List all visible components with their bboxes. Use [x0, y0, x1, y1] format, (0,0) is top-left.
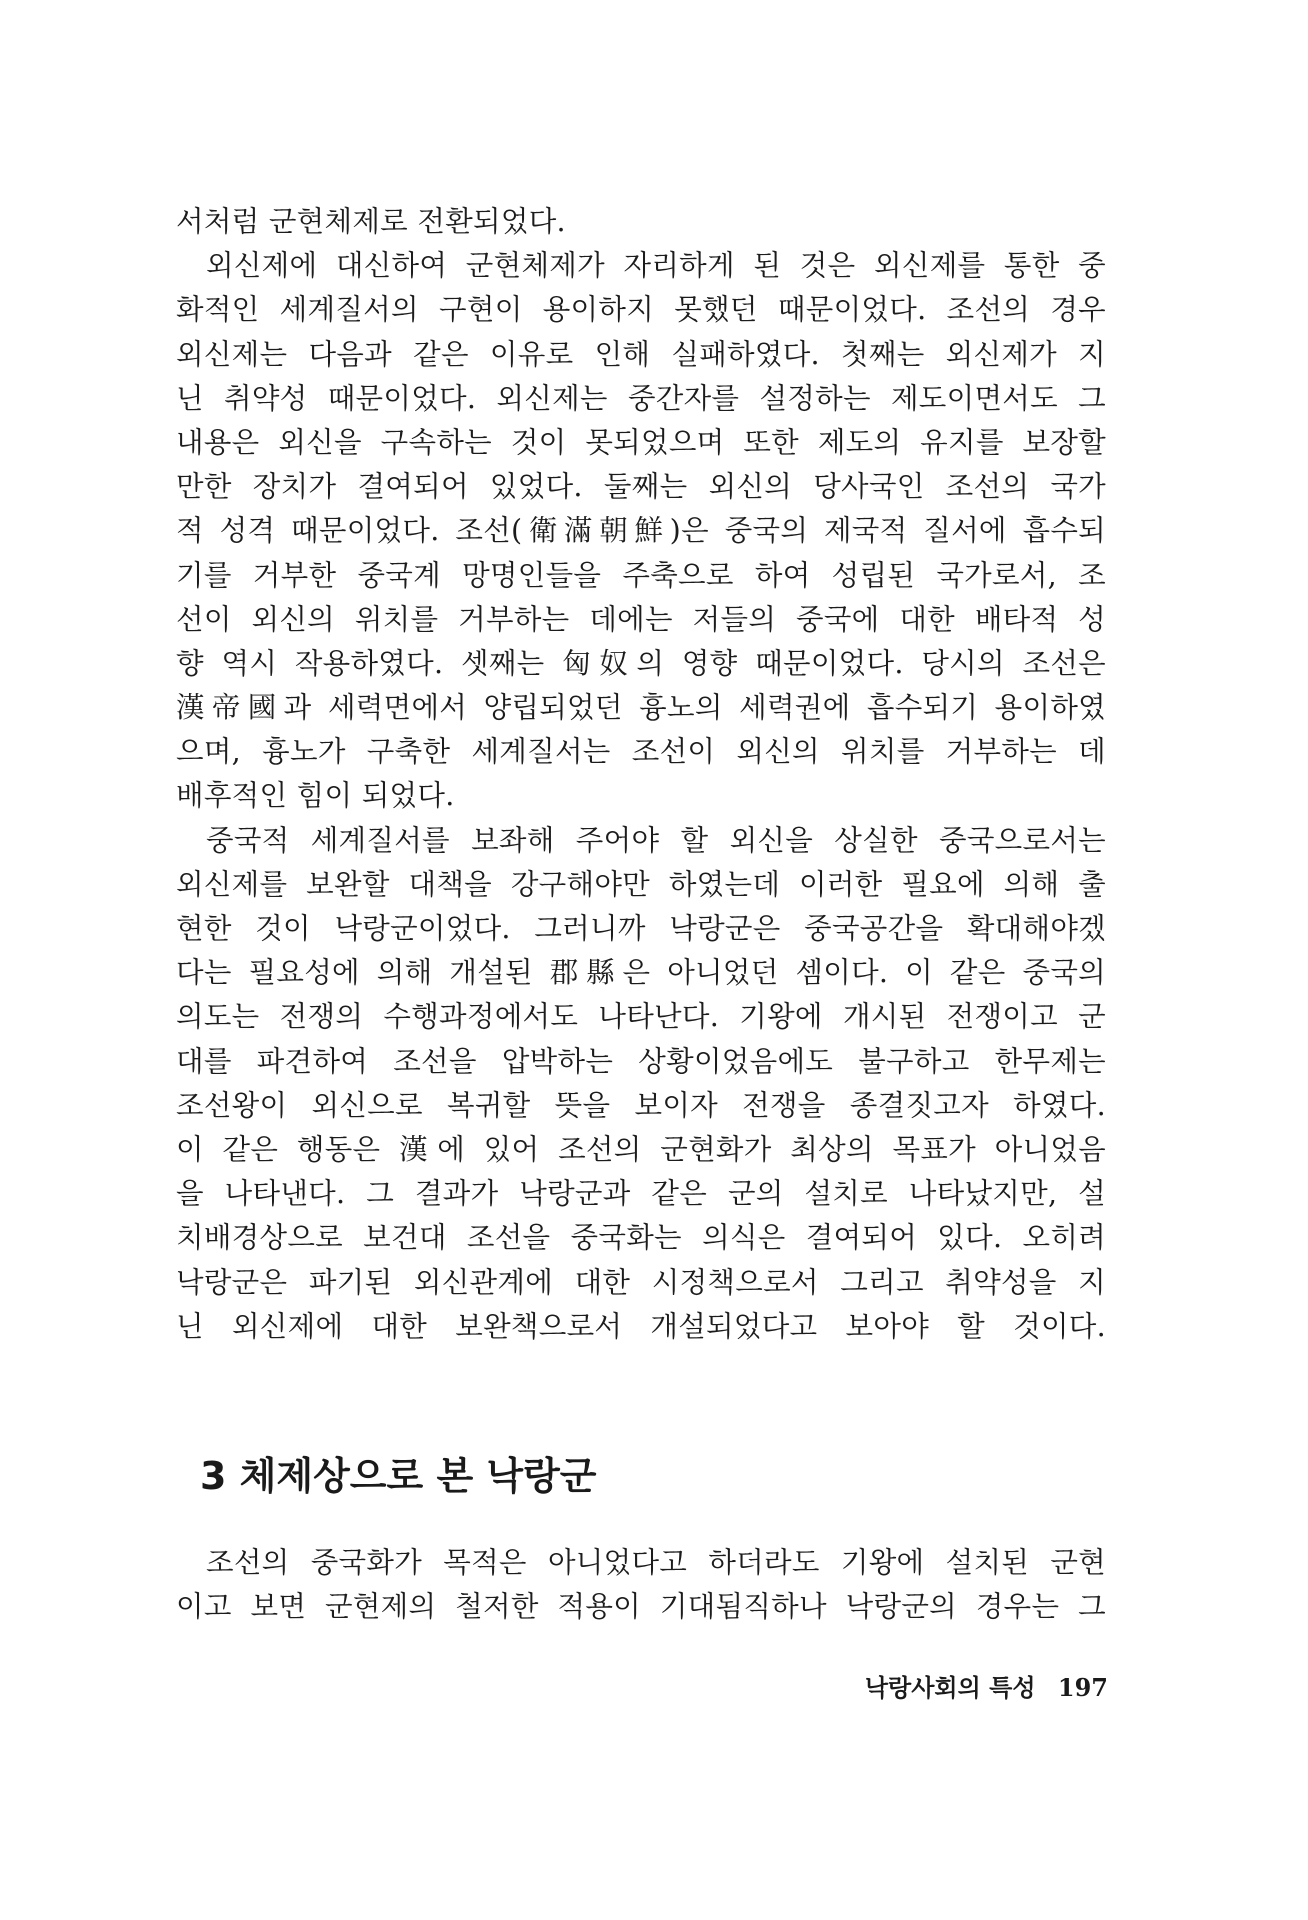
text-line: 배후적인 힘이 되었다.	[176, 779, 455, 813]
text-line: 만한 장치가 결여되어 있었다. 둘째는 외신의 당사국인 조선의 국가	[176, 470, 1106, 504]
page-number: 197	[1057, 1673, 1108, 1702]
text-line: 을 나타낸다. 그 결과가 낙랑군과 같은 군의 설치로 나타났지만, 설	[176, 1177, 1106, 1211]
text-line: 이 같은 행동은 漢에 있어 조선의 군현화가 최상의 목표가 아니었음	[176, 1132, 1106, 1166]
text-line: 선이 외신의 위치를 거부하는 데에는 저들의 중국에 대한 배타적 성	[176, 602, 1106, 636]
text-line: 으며, 흉노가 구축한 세계질서는 조선이 외신의 위치를 거부하는 데	[176, 735, 1106, 769]
text-line: 이고 보면 군현제의 철저한 적용이 기대됨직하나 낙랑군의 경우는 그	[176, 1590, 1106, 1624]
text-line: 현한 것이 낙랑군이었다. 그러니까 낙랑군은 중국공간을 확대해야겠	[176, 912, 1106, 945]
text-line: 다는 필요성에 의해 개설된 郡縣은 아니었던 셈이다. 이 같은 중국의	[176, 956, 1106, 990]
text-line: 외신제에 대신하여 군현체제가 자리하게 된 것은 외신제를 통한 중	[206, 249, 1106, 283]
text-line: 내용은 외신을 구속하는 것이 못되었으며 또한 제도의 유지를 보장할	[176, 425, 1106, 459]
text-line: 향 역시 작용하였다. 셋째는 匈奴의 영향 때문이었다. 당시의 조선은	[176, 646, 1106, 680]
text-line: 조선왕이 외신으로 복귀할 뜻을 보이자 전쟁을 종결짓고자 하였다.	[176, 1088, 1106, 1122]
text-line: 낙랑군은 파기된 외신관계에 대한 시정책으로서 그리고 취약성을 지	[176, 1265, 1106, 1299]
text-line: 외신제를 보완할 대책을 강구해야만 하였는데 이러한 필요에 의해 출	[176, 867, 1106, 901]
page-footer	[865, 1668, 1108, 1703]
text-line: 서처럼 군현체제로 전환되었다.	[176, 205, 566, 238]
text-line: 대를 파견하여 조선을 압박하는 상황이었음에도 불구하고 한무제는	[176, 1044, 1106, 1078]
section-heading: 3 체제상으로 본 낙랑군	[200, 1454, 597, 1498]
text-line: 치배경상으로 보건대 조선을 중국화는 의식은 결여되어 있다. 오히려	[176, 1221, 1106, 1255]
text-line: 중국적 세계질서를 보좌해 주어야 할 외신을 상실한 중국으로서는	[206, 823, 1106, 857]
text-line: 닌 취약성 때문이었다. 외신제는 중간자를 설정하는 제도이면서도 그	[176, 381, 1106, 415]
text-line: 화적인 세계질서의 구현이 용이하지 못했던 때문이었다. 조선의 경우	[176, 293, 1106, 327]
text-line: 외신제는 다음과 같은 이유로 인해 실패하였다. 첫째는 외신제가 지	[176, 337, 1106, 371]
section-body-text	[176, 1540, 1106, 1628]
text-line: 적 성격 때문이었다. 조선(衛滿朝鮮)은 중국의 제국적 질서에 흡수되	[176, 514, 1106, 548]
running-title: 낙랑사회의 특성	[864, 1674, 1036, 1702]
text-line: 조선의 중국화가 목적은 아니었다고 하더라도 기왕에 설치된 군현	[206, 1546, 1106, 1579]
text-line: 의도는 전쟁의 수행과정에서도 나타난다. 기왕에 개시된 전쟁이고 군	[176, 1000, 1106, 1034]
body-text	[176, 200, 1106, 1349]
text-line: 漢帝國과 세력면에서 양립되었던 흉노의 세력권에 흡수되기 용이하였	[176, 691, 1106, 725]
text-line: 닌 외신제에 대한 보완책으로서 개설되었다고 보아야 할 것이다.	[176, 1309, 1106, 1343]
text-line: 기를 거부한 중국계 망명인들을 주축으로 하여 성립된 국가로서, 조	[176, 558, 1106, 592]
